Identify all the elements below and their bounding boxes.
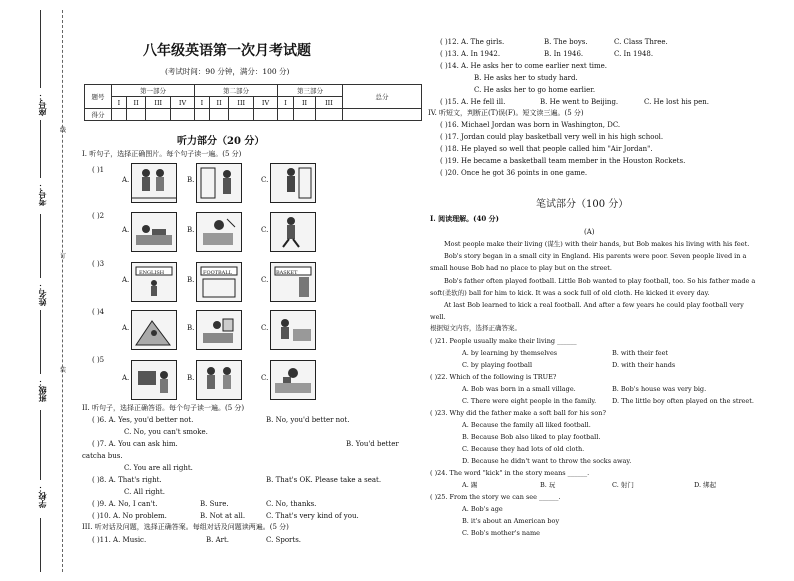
q3-label: ( )3 (92, 260, 105, 268)
q24-c: C. 射门 (612, 481, 634, 489)
name-label: 姓名： (37, 282, 47, 306)
option-letter-c: C. (261, 276, 269, 284)
gutter-word: 订 (60, 253, 67, 260)
option-letter-c: C. (261, 176, 269, 184)
picture-4c (270, 310, 316, 350)
passage-line: Bob's father often played football. Little Bob wanted to play football, too. So his father made a (444, 277, 756, 285)
fill-line (40, 10, 41, 88)
passage-label: (A) (584, 228, 595, 236)
q4-label: ( )4 (92, 308, 105, 316)
q10: ( )10. A. No problem. (92, 512, 167, 520)
q14-c: C. He asks her to go home earlier. (474, 86, 596, 94)
q7-b: B. You'd better (346, 440, 399, 448)
picture-1b (196, 163, 242, 203)
option-letter-a: A. (122, 324, 130, 332)
option-letter-a: A. (122, 276, 130, 284)
svg-text:FOOTBALL: FOOTBALL (203, 270, 232, 276)
q22-d: D. The little boy often played on the street. (612, 397, 754, 405)
option-letter-a: A. (122, 176, 130, 184)
fill-line (40, 214, 41, 278)
picture-4a (131, 310, 177, 350)
q25-b: B. it's about an American boy (462, 517, 560, 525)
part-header: 第三部分 (278, 85, 343, 97)
q24: ( )24. The word "kick" in the story means ______. (430, 469, 590, 477)
total-header: 总分 (343, 85, 422, 109)
fill-line (40, 410, 41, 480)
q10-b: B. Not at all. (200, 512, 246, 520)
gutter-word: 线 (60, 127, 67, 134)
q10-c: C. That's very kind of you. (266, 512, 359, 520)
q22-b: B. Bob's house was very big. (612, 385, 707, 393)
q21-b: B. with their feet (612, 349, 669, 357)
score-cell[interactable] (315, 109, 342, 121)
option-letter-c: C. (261, 374, 269, 382)
q22-c: C. There were eight people in the family. (462, 397, 597, 405)
part1-instruction: I. 听句子，选择正确图片。每个句子读一遍。(5 分) (82, 150, 242, 158)
score-cell[interactable] (229, 109, 254, 121)
option-letter-b: B. (187, 226, 195, 234)
q25-c: C. Bob's mother's name (462, 529, 541, 537)
score-cell[interactable] (146, 109, 171, 121)
q21: ( )21. People usually make their living ______ (430, 337, 577, 345)
score-cell[interactable] (254, 109, 278, 121)
sub-header: I (112, 97, 127, 109)
fill-line (40, 518, 41, 572)
q23-d: D. Because he didn't want to throw the socks away. (462, 457, 632, 465)
q14: ( )14. A. He asks her to come earlier next time. (440, 62, 608, 70)
picture-4b (196, 310, 242, 350)
written-title: 笔试部分（100 分） (536, 199, 629, 210)
score-cell[interactable] (171, 109, 195, 121)
cut-line (62, 10, 63, 572)
picture-5a (131, 360, 177, 400)
class-label: 班级： (37, 378, 47, 402)
q11: ( )11. A. Music. (92, 536, 147, 544)
option-letter-b: B. (187, 276, 195, 284)
q7-c: C. You are all right. (124, 464, 193, 472)
fill-line (40, 120, 41, 178)
part-header: 第一部分 (112, 85, 195, 97)
picture-5c (270, 360, 316, 400)
gutter-word: 装 (60, 367, 67, 374)
part3-instruction: III. 听对话及问题，选择正确答案。每组对话及问题读两遍。(5 分) (82, 523, 289, 531)
passage-line: Most people make their living (谋生) with their hands, but Bob makes his living with his feet. (444, 240, 750, 248)
q9-b: B. Sure. (200, 500, 229, 508)
q14-b: B. He asks her to study hard. (474, 74, 578, 82)
q24-a: A. 踢 (462, 481, 478, 489)
score-cell[interactable] (126, 109, 146, 121)
q12-c: C. Class Three. (614, 38, 668, 46)
picture-1c (270, 163, 316, 203)
q9-c: C. No, thanks. (266, 500, 317, 508)
q17: ( )17. Jordan could play basketball very well in his high school. (440, 133, 664, 141)
fill-line (40, 310, 41, 374)
exam-no-label: 考号： (37, 182, 47, 206)
q8-b: B. That's OK. Please take a seat. (266, 476, 382, 484)
q16: ( )16. Michael Jordan was born in Washington, DC. (440, 121, 621, 129)
q23-c: C. Because they had lots of old cloth. (462, 445, 585, 453)
svg-text:BASKET: BASKET (276, 270, 298, 276)
sub-header: III (315, 97, 342, 109)
option-letter-c: C. (261, 226, 269, 234)
q5-label: ( )5 (92, 356, 105, 364)
q15: ( )15. A. He fell ill. (440, 98, 506, 106)
option-letter-a: A. (122, 226, 130, 234)
q23-a: A. Because the family all liked football. (462, 421, 591, 429)
passage-line: Bob's story began in a small city in England. His parents were poor. Seven people lived in a (444, 252, 747, 260)
q2-label: ( )2 (92, 212, 105, 220)
passage-line: soft(柔软的) ball for him to kick. It was a sock full of old cloth. He kicked it every day. (430, 289, 710, 297)
q1-label: ( )1 (92, 166, 105, 174)
part-header: 第二部分 (195, 85, 278, 97)
q6: ( )6. A. Yes, you'd better not. (92, 416, 194, 424)
q21-a: A. by learning by themselves (462, 349, 558, 357)
q20: ( )20. Once he got 36 points in one game. (440, 169, 588, 177)
svg-text:ENGLISH: ENGLISH (139, 270, 165, 276)
option-letter-c: C. (261, 324, 269, 332)
q19: ( )19. He became a basketball team member in the Houston Rockets. (440, 157, 686, 165)
listening-title: 听力部分（20 分） (177, 136, 265, 147)
score-cell[interactable] (278, 109, 294, 121)
sub-header: III (146, 97, 171, 109)
q18: ( )18. He played so well that people called him "Air Jordan". (440, 145, 653, 153)
score-cell[interactable] (294, 109, 316, 121)
score-table (84, 84, 422, 121)
school-label: 学校： (37, 484, 47, 508)
score-cell[interactable] (195, 109, 210, 121)
q21-d: D. with their hands (612, 361, 676, 369)
q6-c: C. No, you can't smoke. (124, 428, 208, 436)
q9: ( )9. A. No, I can't. (92, 500, 158, 508)
q12: ( )12. A. The girls. (440, 38, 505, 46)
score-header-label: 题号 (85, 85, 112, 109)
q23: ( )23. Why did the father make a soft ball for his son? (430, 409, 606, 417)
passage-line: well. (430, 313, 446, 321)
q13: ( )13. A. In 1942. (440, 50, 501, 58)
picture-5b (196, 360, 242, 400)
option-letter-b: B. (187, 324, 195, 332)
q15-b: B. He went to Beijing. (540, 98, 619, 106)
picture-2b (196, 212, 242, 252)
option-letter-b: B. (187, 374, 195, 382)
q24-b: B. 玩 (540, 481, 556, 489)
q8-c: C. All right. (124, 488, 165, 496)
q22: ( )22. Which of the following is TRUE? (430, 373, 557, 381)
score-cell[interactable] (209, 109, 229, 121)
q13-b: B. In 1946. (544, 50, 584, 58)
score-cell[interactable] (343, 109, 422, 121)
q11-b: B. Art. (206, 536, 230, 544)
picture-2c (270, 212, 316, 252)
passage-line: At last Bob learned to kick a real football. And after a few years he could play football very (444, 301, 744, 309)
score-row-label: 得分 (85, 109, 112, 121)
reading-instruction: 根据短文内容，选择正确答案。 (430, 324, 521, 332)
sub-header: I (195, 97, 210, 109)
sub-header: II (294, 97, 316, 109)
page-subtitle: (考试时间：90 分钟，满分：100 分) (165, 67, 290, 76)
q7: ( )7. A. You can ask him. (92, 440, 178, 448)
sub-header: III (229, 97, 254, 109)
sub-header: II (126, 97, 146, 109)
option-letter-a: A. (122, 374, 130, 382)
q22-a: A. Bob was born in a small village. (462, 385, 576, 393)
picture-1a (131, 163, 177, 203)
q25-a: A. Bob's age (462, 505, 503, 513)
picture-3b (196, 262, 242, 302)
q21-c: C. by playing football (462, 361, 533, 369)
q23-b: B. Because Bob also liked to play football. (462, 433, 601, 441)
picture-2a (131, 212, 177, 252)
page-title: 八年级英语第一次月考试题 (143, 43, 311, 59)
q25: ( )25. From the story we can see ______. (430, 493, 561, 501)
score-cell[interactable] (112, 109, 127, 121)
seat-label: 座号： (37, 92, 47, 116)
part2-instruction: II. 听句子，选择正确答语。每个句子读一遍。(5 分) (82, 404, 245, 412)
reading-section: I. 阅读理解。(40 分) (430, 214, 499, 223)
sub-header: I (278, 97, 294, 109)
q15-c: C. He lost his pen. (644, 98, 710, 106)
q7-b-cont: catcha bus. (82, 452, 123, 460)
picture-3a (131, 262, 177, 302)
part4-instruction: IV. 听短文，判断正(T)误(F)。短文读三遍。(5 分) (428, 109, 584, 117)
q24-d: D. 绑起 (694, 481, 717, 489)
passage-line: small house Bob had no place to play but on the street. (430, 264, 612, 272)
q8: ( )8. A. That's right. (92, 476, 162, 484)
q12-b: B. The boys. (544, 38, 588, 46)
picture-3c (270, 262, 316, 302)
q11-c: C. Sports. (266, 536, 302, 544)
sub-header: IV (254, 97, 278, 109)
option-letter-b: B. (187, 176, 195, 184)
q6-b: B. No, you'd better not. (266, 416, 350, 424)
sub-header: II (209, 97, 229, 109)
sub-header: IV (171, 97, 195, 109)
q13-c: C. In 1948. (614, 50, 654, 58)
